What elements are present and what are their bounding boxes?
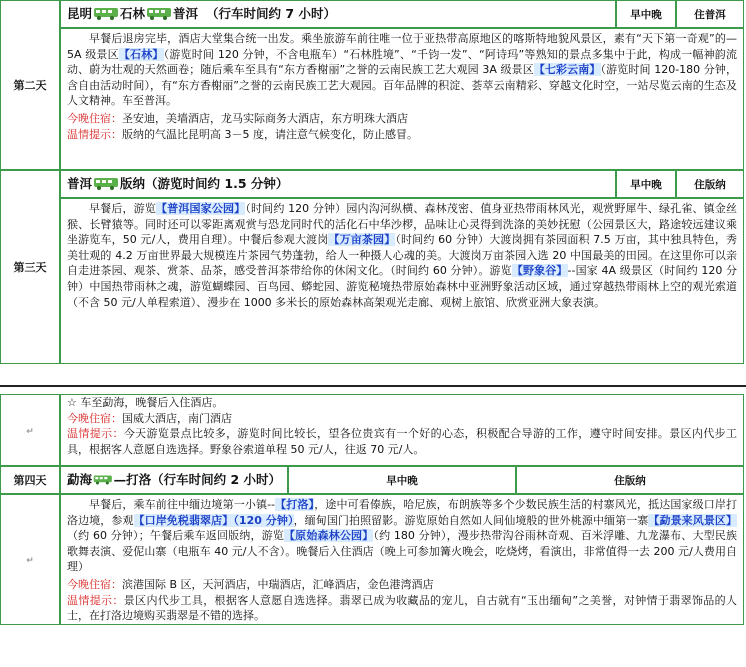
day-label-empty: ↵: [0, 494, 60, 625]
meals-cell: 早中晚: [616, 0, 676, 28]
attraction-name: 【野象谷】: [511, 264, 568, 278]
day-content: [60, 494, 744, 625]
page-divider: [0, 385, 746, 387]
route-duration: （行车时间约 2 小时）: [151, 472, 281, 488]
attraction-name: 【口岸免税翡翠店】（120 分钟）: [133, 513, 294, 527]
day-content: [60, 394, 744, 466]
route-mid: 石林: [120, 6, 146, 22]
itinerary-section-2: [0, 394, 744, 625]
attraction-name: 【普洱国家公园】: [156, 202, 246, 215]
day-description: 早餐后退房完毕，酒店大堂集合统一出发。乘坐旅游车前往唯一位于亚热带高原地区的喀斯特地貌风景区，素有“天下第一奇观”的—5A 级景区【石林】（游览时间 120 分钟，不含电瓶车）“石林胜境”、“千钧一发”、“阿诗玛”等熟知的景点多集中于此，构成一幅神韵流动、蔚为壮观的天然画卷；随后乘车至具有“东方香榭丽”之誉的云南民族工艺大观园 3A 级景区【七彩云南】（游览时间 120-180 分钟，含自由活动时间），有“东方香榭丽”之誉的云南民族工艺大观园。百年品牌的积淀、荟萃云南精彩、穿越文化时空，一站尽览云南的生态及人文精神。车至普洱。: [67, 32, 737, 108]
bus-icon: [93, 7, 119, 21]
route-to: 版纳: [120, 176, 146, 192]
route-header: [60, 466, 288, 494]
route-from: 勐海: [67, 472, 93, 488]
route-from: 普洱: [67, 176, 93, 192]
attraction-name: 【勐景来风景区】: [648, 513, 738, 527]
day-label: 第四天: [0, 466, 60, 494]
bus-icon: [93, 177, 119, 191]
arrival-line: ☆ 车至勐海，晚餐后入住酒店。: [67, 396, 224, 409]
hotel-cell: 住版纳: [516, 466, 744, 494]
route-from: 昆明: [67, 6, 93, 22]
stay-info: 今晚住宿：国威大酒店，南门酒店: [67, 411, 232, 425]
day-content: [60, 198, 744, 364]
day-label: 第三天: [0, 170, 60, 364]
tip-info: 温情提示：今天游览景点比较多，游览时间比较长，望各位贵宾有一个好的心态，积极配合导游的工作，遵守时间安排。景区内代步工具，根据客人意愿自选选择。野象谷索道单程 50 元/人，往返 70 元/人。: [67, 427, 737, 456]
day-description: 早餐后，游览【普洱国家公园】（时间约 120 分钟）园内沟河纵横、森林茂密、值身亚热带雨林风光，观赏野犀牛、绿孔雀、镇金丝猴、长臂猿等。同时还可以零距离观赏与恐龙同时代的活化石中华沙椤，品味让心灵得到洗涤的美妙抚慰（公园景区大，路途较远建议乘坐游览车，50 元/人，费用自理）。中餐后参观大渡岗【万亩茶园】（时间约 60 分钟）大渡岗拥有茶园面积 7.5 万亩，其中独具特色，秀美壮观的 4.2 万亩世界最大规模连片茶园气势蓬勃，给人一种摄人心魂的美。大渡岗万亩茶园入选 20 中国最美的田园。在这里你可以亲自走进茶园、观茶、赏茶、品茶，感受普洱茶带给你的休闲文化。（时间约 60 分钟）。游览【野象谷】--国家 4A 级景区（时间约 120 分钟）中国热带雨林之魂，游览蝴蝶园、百鸟园、蟒蛇园、游览秘境热带原始森林中亚洲野象活动区域，通过穿越热带雨林上空的观光索道（不含 50 元/人单程索道）、漫步在 1000 多米长的原始森林高架观光走廊、观树上旅馆、欣赏亚洲大象表演。: [67, 202, 738, 309]
stay-info: 今晚住宿：圣安迪，美墙酒店，龙马实际商务大酒店，东方明珠大酒店: [67, 111, 408, 125]
day-label: 第二天: [0, 0, 60, 170]
bus-icon: [146, 7, 172, 21]
attraction-name: 【石林】: [118, 47, 164, 61]
tip-info: 温情提示：景区内代步工具，根据客人意愿自选选择。翡翠已成为收藏品的宠儿，自古就有“玉出缅甸”之美誉，对钟情于翡翠饰品的人士，在打洛边境购买翡翠是不错的选择。: [67, 593, 737, 623]
route-header: [60, 0, 616, 28]
day-content: [60, 28, 744, 170]
attraction-name: 【七彩云南】: [533, 63, 601, 77]
meals-cell: 早中晚: [288, 466, 516, 494]
attraction-name: 【打洛】: [275, 498, 315, 511]
route-duration: （行车时间约 7 小时）: [206, 6, 336, 22]
stay-info: 今晚住宿：滨港国际 B 区，天河酒店，中瑞酒店，汇峰酒店，金色港湾酒店: [67, 577, 434, 591]
bus-icon: [93, 473, 113, 487]
meals-cell: 早中晚: [616, 170, 676, 198]
attraction-name: 【原始森林公园】: [284, 529, 374, 543]
day-label-empty: ↵: [0, 394, 60, 466]
star-icon: ☆: [67, 396, 77, 409]
day-description: 早餐后，乘车前往中缅边境第一小镇--【打洛】，途中可看傣族，哈尼族，布朗族等多个少数民族生活的村寨风光，抵达国家级口岸打洛边境，参观【口岸免税翡翠店】（120 分钟），缅甸国门拍照留影。游览原始自然如人间仙境般的世外桃源中缅第一寨【勐景来风景区】（约 60 分钟）；午餐后乘车返回版纳，游览【原始森林公园】（约 180 分钟），漫步热带沟谷雨林奇观、百米浮雕、九龙瀑布、大型民族歌舞表演、爱伲山寨（电瓶车 40 元/人不含）。晚餐后入住酒店（晚上可参加篝火晚会，吃烧烤，看演出，非常值得一去 200 元/人费用自理）: [67, 498, 738, 574]
route-to: —打洛: [113, 472, 152, 488]
route-duration: （游览时间约 1.5 分钟）: [145, 176, 289, 192]
route-to: 普洱: [173, 6, 199, 22]
hotel-cell: 住普洱: [676, 0, 744, 28]
hotel-cell: 住版纳: [676, 170, 744, 198]
tip-info: 温情提示：版纳的气温比昆明高 3－5 度，请注意气候变化，防止感冒。: [67, 127, 418, 141]
attraction-name: 【万亩茶园】: [328, 233, 396, 247]
route-header: [60, 170, 616, 198]
